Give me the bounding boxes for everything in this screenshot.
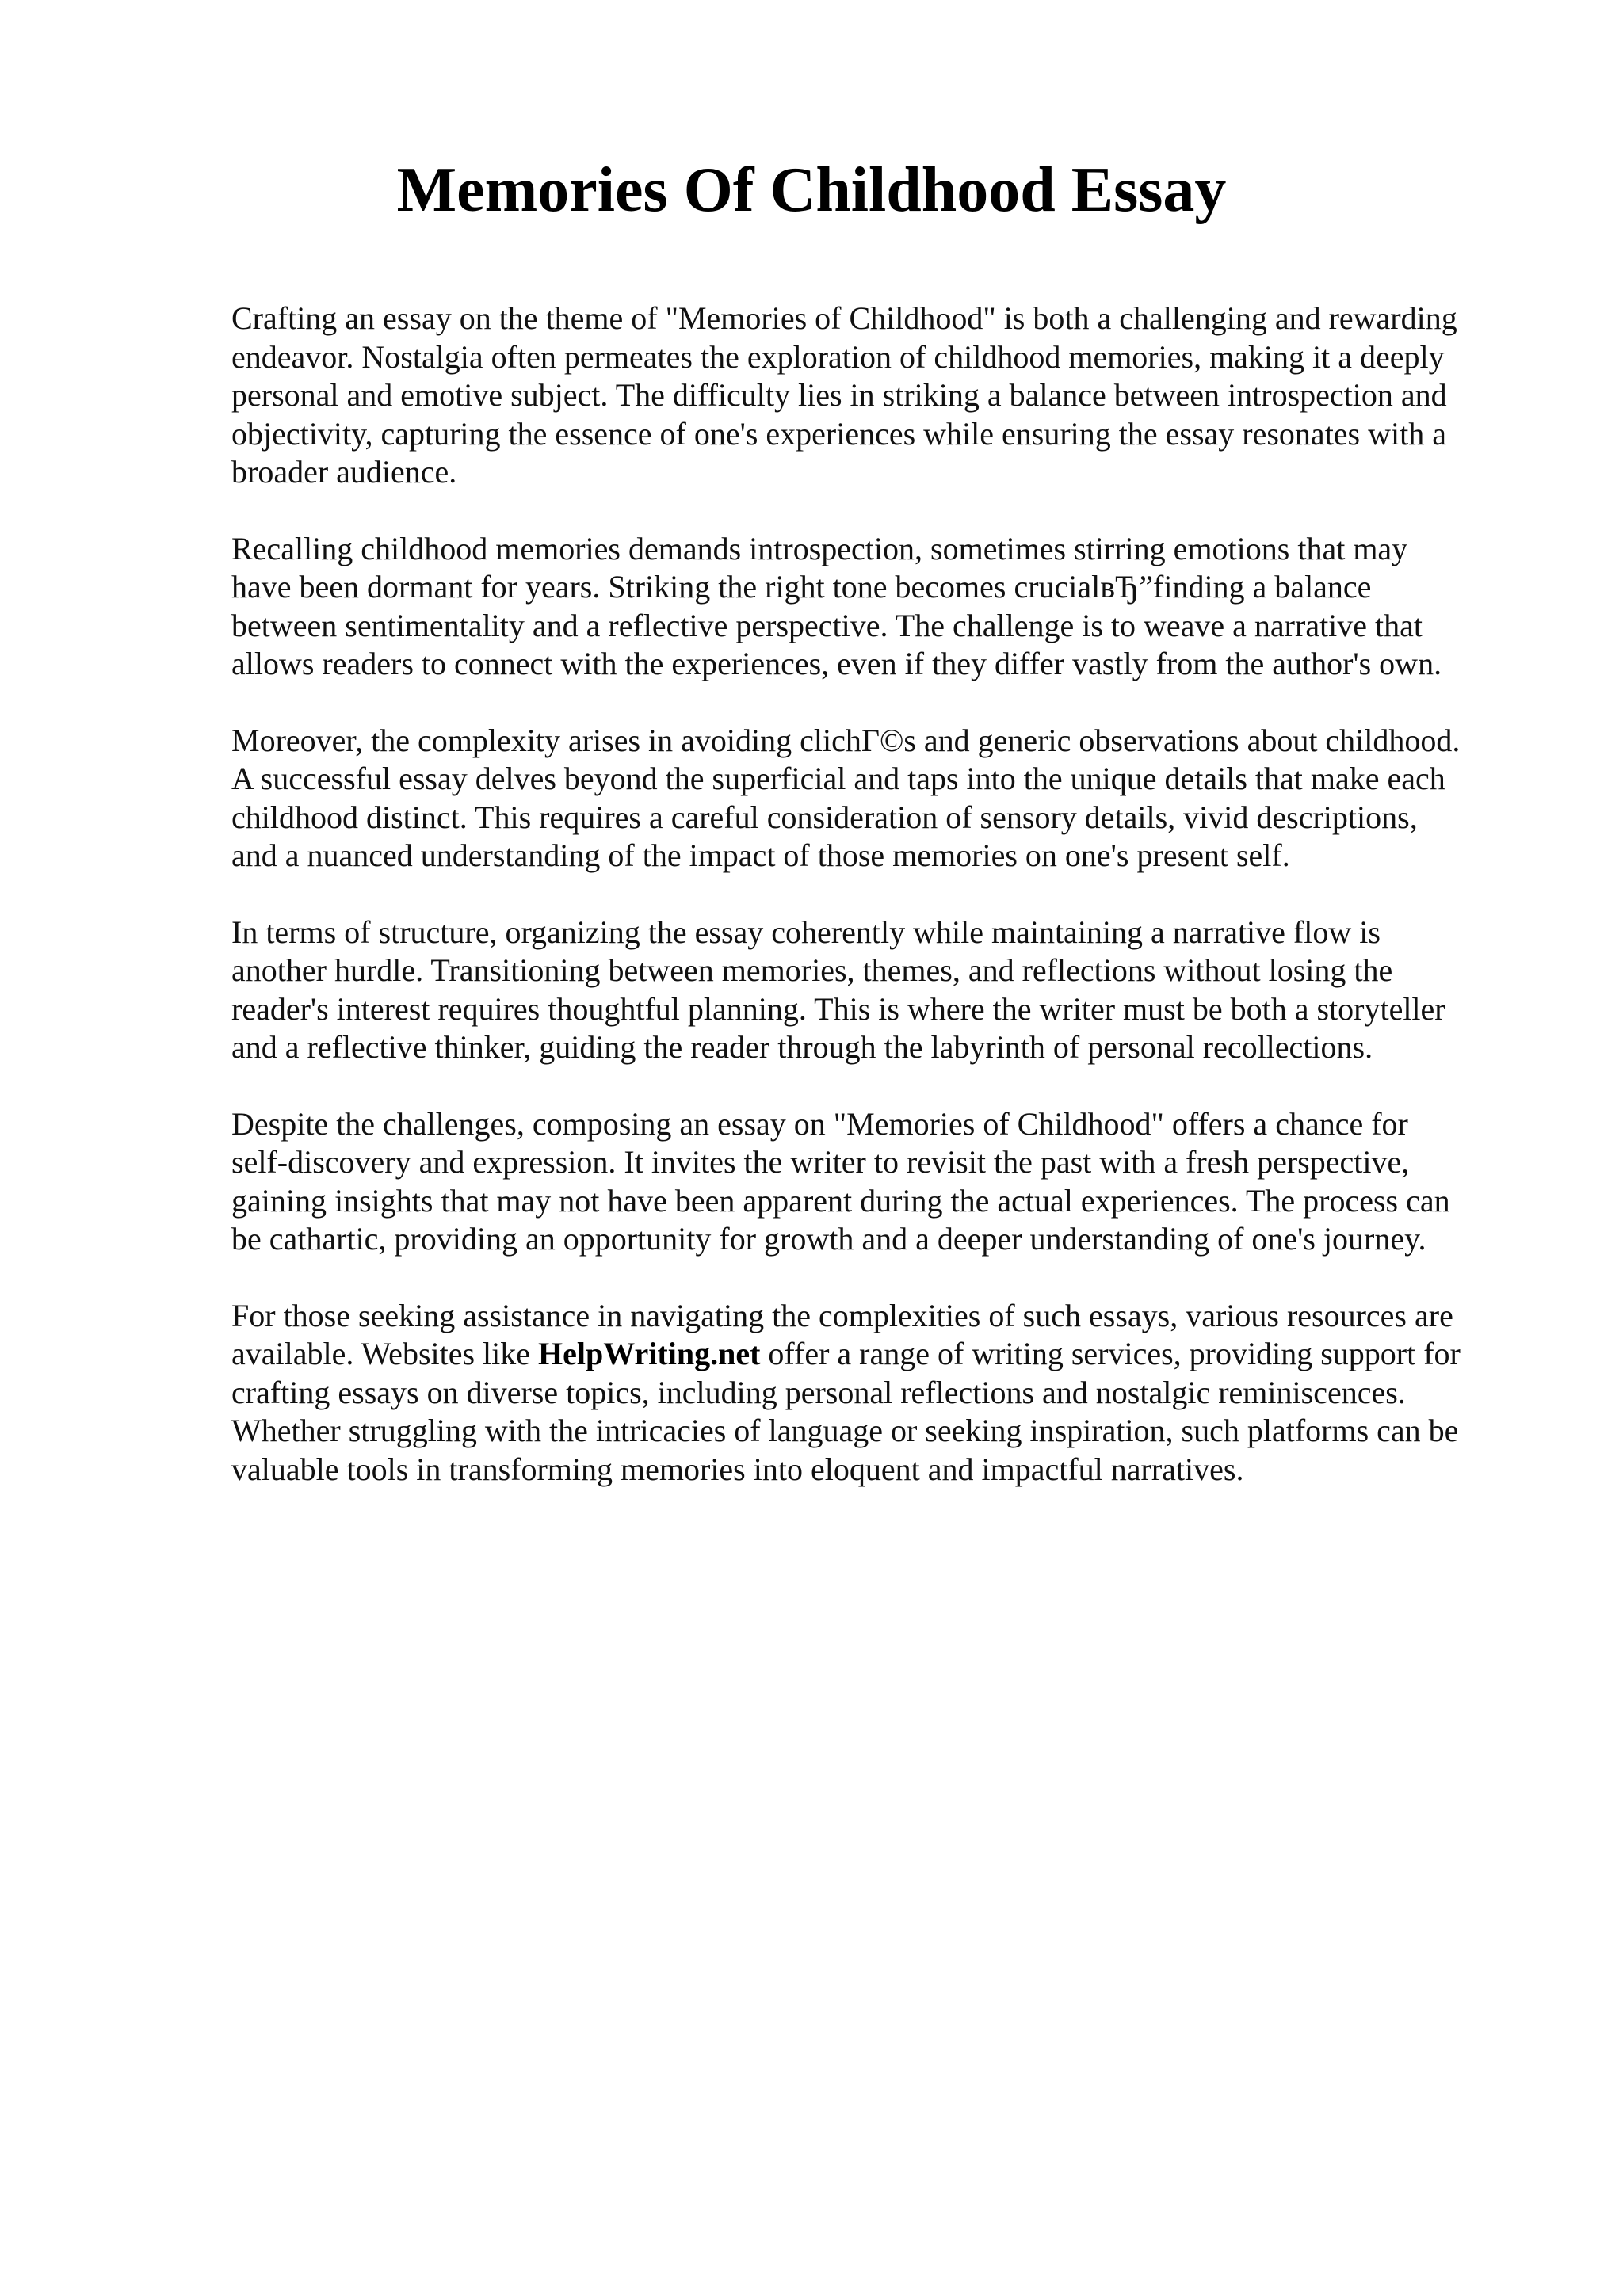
- paragraph-1: [231, 299, 1515, 492]
- paragraph-line: Moreover, the complexity arises in avoiding clichГ©s and generic observations about childhood.: [231, 722, 1461, 758]
- paragraph-line-with-link: [231, 1335, 1515, 1374]
- paragraph-line: personal and emotive subject. The difficulty lies in striking a balance between introspection and: [231, 377, 1447, 413]
- paragraph-line: In terms of structure, organizing the essay coherently while maintaining a narrative flow is: [231, 913, 1381, 950]
- paragraph-line: For those seeking assistance in navigating the complexities of such essays, various resources are: [231, 1297, 1453, 1333]
- document-title: Memories Of Childhood Essay: [396, 155, 1227, 225]
- paragraph-line: childhood distinct. This requires a careful consideration of sensory details, vivid descriptions,: [231, 799, 1418, 835]
- paragraph-line: Whether struggling with the intricacies of language or seeking inspiration, such platforms can be: [231, 1413, 1459, 1448]
- paragraph-line: valuable tools in transforming memories into eloquent and impactful narratives.: [231, 1451, 1244, 1487]
- paragraph-line: and a reflective thinker, guiding the reader through the labyrinth of personal recollections.: [231, 1029, 1373, 1065]
- paragraph-line: Recalling childhood memories demands introspection, sometimes stirring emotions that may: [231, 530, 1408, 566]
- paragraph-2: [231, 530, 1515, 684]
- paragraph-line: A successful essay delves beyond the superficial and taps into the unique details that make each: [231, 761, 1445, 796]
- line-text: offer a range of writing services, providing support for: [760, 1336, 1461, 1371]
- paragraph-line: broader audience.: [231, 454, 457, 490]
- paragraph-line: Despite the challenges, composing an essay on "Memories of Childhood" offers a chance for: [231, 1105, 1408, 1142]
- paragraph-3: [231, 722, 1515, 875]
- paragraph-line: another hurdle. Transitioning between memories, themes, and reflections without losing the: [231, 952, 1393, 988]
- paragraph-line: self-discovery and expression. It invites the writer to revisit the past with a fresh perspective,: [231, 1144, 1410, 1180]
- paragraph-line: crafting essays on diverse topics, including personal reflections and nostalgic reminiscences.: [231, 1374, 1406, 1410]
- paragraph-line: objectivity, capturing the essence of one's experiences while ensuring the essay resonates with a: [231, 415, 1446, 452]
- paragraph-line: and a nuanced understanding of the impact of those memories on one's present self.: [231, 837, 1290, 873]
- paragraph-line: be cathartic, providing an opportunity for growth and a deeper understanding of one's journey.: [231, 1221, 1426, 1257]
- paragraph-line: have been dormant for years. Striking the right tone becomes crucialвЂ”finding a balance: [231, 569, 1372, 605]
- paragraph-line: endeavor. Nostalgia often permeates the exploration of childhood memories, making it a deeply: [231, 338, 1445, 375]
- paragraph-line: Crafting an essay on the theme of "Memories of Childhood" is both a challenging and rewarding: [231, 300, 1457, 336]
- paragraph-5: [231, 1105, 1515, 1259]
- paragraph-line: gaining insights that may not have been apparent during the actual experiences. The process can: [231, 1182, 1450, 1219]
- document-body: [231, 299, 1515, 1527]
- paragraph-4: [231, 913, 1515, 1067]
- line-text: available. Websites like: [231, 1336, 539, 1371]
- helpwriting-link[interactable]: HelpWriting.net: [538, 1336, 761, 1371]
- paragraph-line: reader's interest requires thoughtful planning. This is where the writer must be both a storyteller: [231, 990, 1445, 1027]
- paragraph-line: allows readers to connect with the experiences, even if they differ vastly from the author's own.: [231, 646, 1442, 681]
- paragraph-6: [231, 1297, 1515, 1489]
- paragraph-line: between sentimentality and a reflective perspective. The challenge is to weave a narrative that: [231, 607, 1423, 643]
